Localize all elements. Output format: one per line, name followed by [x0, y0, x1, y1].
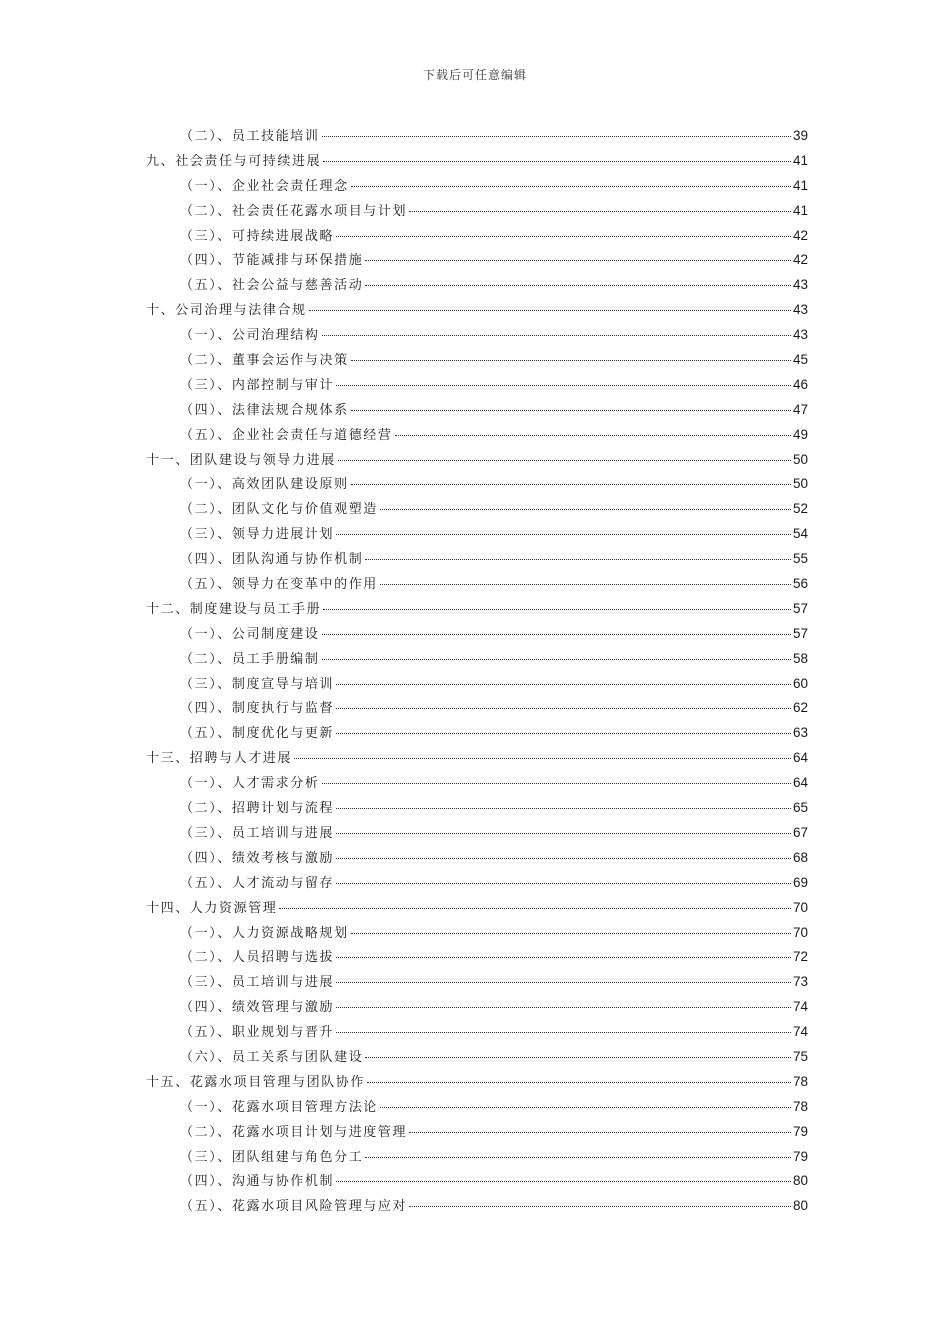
toc-dot-leader: [279, 908, 791, 909]
toc-entry[interactable]: [146, 1195, 808, 1220]
toc-entry-title: （五）、制度优化与更新: [180, 726, 335, 742]
toc-entry-title: （一）、企业社会责任理念: [180, 178, 349, 194]
toc-entry-page: 80: [792, 1173, 808, 1189]
toc-dot-leader: [294, 758, 791, 759]
toc-entry[interactable]: [146, 897, 808, 922]
toc-entry-page: 79: [792, 1148, 808, 1164]
toc-entry-page: 64: [792, 750, 808, 766]
toc-entry[interactable]: [146, 772, 808, 797]
toc-entry-title: 十五、花露水项目管理与团队协作: [146, 1074, 366, 1090]
toc-entry[interactable]: [146, 797, 808, 822]
toc-entry[interactable]: [146, 573, 808, 598]
toc-entry-page: 43: [792, 327, 808, 343]
toc-entry-page: 58: [792, 650, 808, 666]
toc-dot-leader: [351, 186, 791, 187]
toc-dot-leader: [336, 833, 791, 834]
toc-dot-leader: [365, 260, 791, 261]
toc-entry-page: 49: [792, 426, 808, 442]
toc-entry-title: （五）、职业规划与晋升: [180, 1025, 335, 1041]
toc-dot-leader: [336, 883, 791, 884]
toc-entry-title: （一）、人才需求分析: [180, 776, 320, 792]
toc-dot-leader: [336, 236, 791, 237]
toc-entry-title: （三）、内部控制与审计: [180, 377, 335, 393]
toc-entry-title: （一）、公司制度建设: [180, 626, 320, 642]
toc-entry[interactable]: [146, 747, 808, 772]
toc-entry-page: 79: [792, 1123, 808, 1139]
toc-entry-page: 43: [792, 277, 808, 293]
toc-entry[interactable]: [146, 548, 808, 573]
toc-dot-leader: [351, 360, 791, 361]
toc-entry[interactable]: [146, 1096, 808, 1121]
toc-entry-title: （一）、人力资源战略规划: [180, 925, 349, 941]
toc-entry-page: 64: [792, 775, 808, 791]
toc-entry-page: 41: [792, 152, 808, 168]
toc-entry-title: （二）、社会责任花露水项目与计划: [180, 203, 408, 219]
toc-entry[interactable]: [146, 299, 808, 324]
toc-entry[interactable]: [146, 946, 808, 971]
toc-entry[interactable]: [146, 225, 808, 250]
toc-entry[interactable]: [146, 349, 808, 374]
toc-entry-title: 十二、制度建设与员工手册: [146, 601, 322, 617]
toc-entry[interactable]: [146, 623, 808, 648]
toc-entry[interactable]: [146, 249, 808, 274]
toc-entry-page: 50: [792, 476, 808, 492]
toc-entry-title: （三）、团队组建与角色分工: [180, 1149, 364, 1165]
toc-entry[interactable]: [146, 1021, 808, 1046]
toc-dot-leader: [336, 858, 791, 859]
toc-entry[interactable]: [146, 374, 808, 399]
toc-entry-title: （三）、员工培训与进展: [180, 975, 335, 991]
toc-entry-title: （三）、制度宣导与培训: [180, 676, 335, 692]
toc-dot-leader: [409, 1206, 791, 1207]
toc-entry-page: 78: [792, 1098, 808, 1114]
toc-dot-leader: [365, 1157, 791, 1158]
toc-dot-leader: [351, 484, 791, 485]
toc-dot-leader: [322, 659, 791, 660]
toc-entry[interactable]: [146, 473, 808, 498]
toc-entry-title: （六）、员工关系与团队建设: [180, 1049, 364, 1065]
toc-dot-leader: [336, 982, 791, 983]
toc-entry[interactable]: [146, 274, 808, 299]
toc-dot-leader: [365, 285, 791, 286]
toc-entry-page: 67: [792, 824, 808, 840]
toc-entry-title: （五）、社会公益与慈善活动: [180, 278, 364, 294]
toc-dot-leader: [336, 733, 791, 734]
toc-dot-leader: [336, 808, 791, 809]
table-of-contents: [146, 125, 808, 1220]
toc-entry-page: 57: [792, 625, 808, 641]
toc-dot-leader: [367, 1082, 791, 1083]
toc-dot-leader: [336, 957, 791, 958]
toc-entry-page: 41: [792, 202, 808, 218]
toc-entry-title: 十、公司治理与法律合规: [146, 303, 307, 319]
toc-entry-title: （二）、花露水项目计划与进度管理: [180, 1124, 408, 1140]
toc-entry[interactable]: [146, 1071, 808, 1096]
toc-entry-page: 45: [792, 352, 808, 368]
toc-entry[interactable]: [146, 399, 808, 424]
toc-dot-leader: [351, 933, 791, 934]
toc-entry[interactable]: [146, 971, 808, 996]
toc-dot-leader: [351, 410, 791, 411]
toc-entry[interactable]: [146, 200, 808, 225]
toc-entry-title: （三）、可持续进展战略: [180, 228, 335, 244]
toc-entry-title: （五）、花露水项目风险管理与应对: [180, 1199, 408, 1215]
toc-entry-title: （四）、绩效管理与激励: [180, 1000, 335, 1016]
toc-entry[interactable]: [146, 1046, 808, 1071]
toc-entry[interactable]: [146, 125, 808, 150]
toc-dot-leader: [336, 684, 791, 685]
toc-dot-leader: [323, 161, 791, 162]
toc-entry-page: 41: [792, 177, 808, 193]
toc-entry-title: （四）、法律法规合规体系: [180, 402, 349, 418]
toc-entry[interactable]: [146, 175, 808, 200]
toc-entry-page: 69: [792, 874, 808, 890]
toc-entry-page: 43: [792, 302, 808, 318]
toc-entry-title: （二）、员工手册编制: [180, 651, 320, 667]
toc-entry[interactable]: [146, 922, 808, 947]
toc-entry-title: （四）、沟通与协作机制: [180, 1174, 335, 1190]
toc-dot-leader: [395, 435, 791, 436]
toc-entry-page: 54: [792, 526, 808, 542]
toc-entry-title: 十四、人力资源管理: [146, 900, 278, 916]
toc-dot-leader: [338, 460, 791, 461]
toc-entry-page: 72: [792, 949, 808, 965]
toc-entry[interactable]: [146, 996, 808, 1021]
toc-entry-title: （二）、人员招聘与选拔: [180, 950, 335, 966]
toc-entry[interactable]: [146, 523, 808, 548]
toc-entry-title: （二）、员工技能培训: [180, 129, 320, 144]
toc-entry-page: 78: [792, 1073, 808, 1089]
toc-entry-page: 50: [792, 451, 808, 467]
toc-entry[interactable]: [146, 847, 808, 872]
toc-dot-leader: [365, 1057, 791, 1058]
toc-entry[interactable]: [146, 1146, 808, 1171]
toc-entry[interactable]: [146, 697, 808, 722]
toc-entry-title: （五）、人才流动与留存: [180, 875, 335, 891]
toc-entry-title: （四）、团队沟通与协作机制: [180, 552, 364, 568]
toc-entry-title: （五）、领导力在变革中的作用: [180, 577, 378, 593]
toc-dot-leader: [380, 584, 791, 585]
toc-entry-page: 46: [792, 376, 808, 392]
toc-entry-page: 70: [792, 899, 808, 915]
toc-dot-leader: [336, 534, 791, 535]
toc-entry-title: 九、社会责任与可持续进展: [146, 153, 322, 169]
toc-entry[interactable]: [146, 598, 808, 623]
toc-entry-page: 68: [792, 849, 808, 865]
toc-entry-page: 70: [792, 924, 808, 940]
toc-entry-page: 57: [792, 600, 808, 616]
toc-entry[interactable]: [146, 872, 808, 897]
toc-entry-title: （四）、绩效考核与激励: [180, 850, 335, 866]
toc-entry-title: （三）、领导力进展计划: [180, 527, 335, 543]
toc-entry-title: （一）、花露水项目管理方法论: [180, 1099, 378, 1115]
toc-entry-title: （一）、公司治理结构: [180, 328, 320, 344]
toc-entry-page: 52: [792, 501, 808, 517]
toc-entry-title: （二）、董事会运作与决策: [180, 353, 349, 369]
toc-dot-leader: [365, 559, 791, 560]
toc-dot-leader: [380, 509, 791, 510]
toc-dot-leader: [322, 335, 791, 336]
toc-entry-title: （五）、企业社会责任与道德经营: [180, 427, 393, 443]
toc-entry-page: 56: [792, 576, 808, 592]
toc-entry-page: 75: [792, 1048, 808, 1064]
toc-dot-leader: [336, 1181, 791, 1182]
toc-entry-title: （二）、招聘计划与流程: [180, 801, 335, 817]
toc-dot-leader: [322, 783, 791, 784]
toc-entry[interactable]: [146, 722, 808, 747]
toc-entry[interactable]: [146, 648, 808, 673]
toc-entry[interactable]: [146, 1170, 808, 1195]
toc-entry-title: （四）、制度执行与监督: [180, 701, 335, 717]
toc-entry[interactable]: [146, 673, 808, 698]
toc-entry-page: 74: [792, 999, 808, 1015]
toc-entry-title: 十一、团队建设与领导力进展: [146, 452, 336, 468]
toc-entry-title: （二）、团队文化与价值观塑造: [180, 502, 378, 518]
toc-dot-leader: [336, 1007, 791, 1008]
toc-entry-title: （三）、员工培训与进展: [180, 825, 335, 841]
toc-entry-page: 47: [792, 401, 808, 417]
toc-entry-title: （四）、节能减排与环保措施: [180, 253, 364, 269]
toc-dot-leader: [323, 609, 791, 610]
toc-dot-leader: [322, 634, 791, 635]
toc-entry-page: 42: [792, 227, 808, 243]
toc-entry-title: （一）、高效团队建设原则: [180, 477, 349, 493]
toc-entry[interactable]: [146, 498, 808, 523]
toc-entry-page: 80: [792, 1198, 808, 1214]
toc-entry-page: 55: [792, 551, 808, 567]
toc-dot-leader: [336, 708, 791, 709]
toc-entry[interactable]: [146, 822, 808, 847]
toc-entry-page: 63: [792, 725, 808, 741]
toc-entry[interactable]: [146, 150, 808, 175]
toc-entry[interactable]: [146, 424, 808, 449]
toc-dot-leader: [336, 385, 791, 386]
toc-entry-page: 73: [792, 974, 808, 990]
toc-entry-page: 62: [792, 700, 808, 716]
toc-entry-page: 42: [792, 252, 808, 268]
toc-entry-page: 74: [792, 1024, 808, 1040]
toc-dot-leader: [409, 211, 791, 212]
toc-dot-leader: [309, 310, 791, 311]
toc-entry-title: 十三、招聘与人才进展: [146, 751, 293, 767]
toc-entry[interactable]: [146, 324, 808, 349]
toc-dot-leader: [336, 1032, 791, 1033]
toc-entry[interactable]: [146, 449, 808, 474]
toc-entry-page: 65: [792, 800, 808, 816]
toc-dot-leader: [380, 1107, 791, 1108]
page-header: 下载后可任意编辑: [422, 68, 527, 82]
toc-dot-leader: [322, 136, 791, 137]
toc-entry-page: 60: [792, 675, 808, 691]
toc-entry[interactable]: [146, 1121, 808, 1146]
toc-entry-page: 39: [792, 128, 808, 143]
toc-dot-leader: [409, 1132, 791, 1133]
